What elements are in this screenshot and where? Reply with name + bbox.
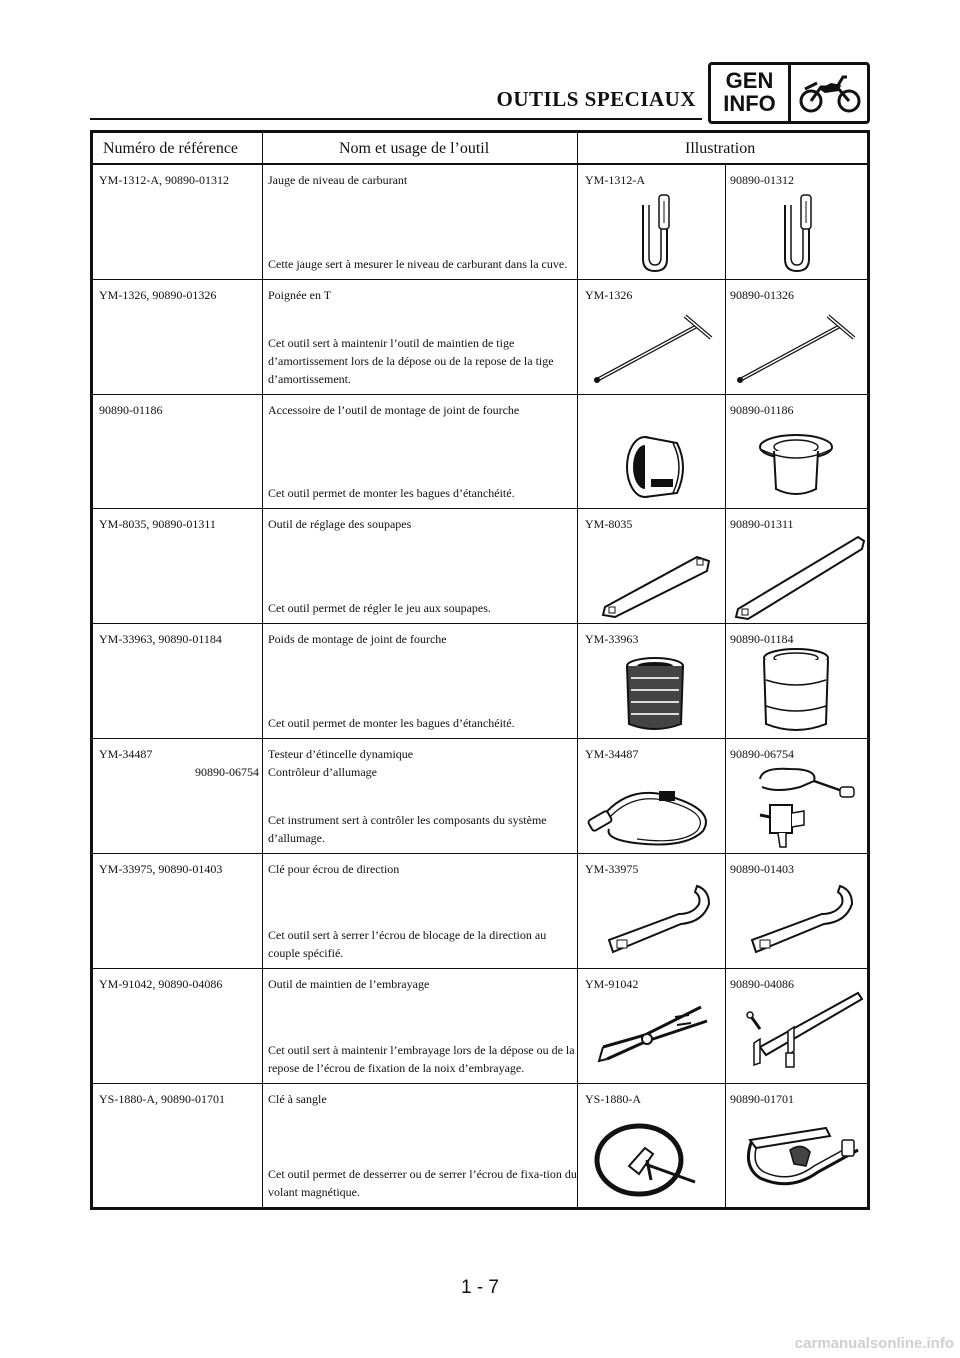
tool-usage: Cet outil sert à maintenir l’embrayage lors de la dépose ou de la repose de l’écrou de fixation de la noix d’embrayage. — [268, 1043, 575, 1075]
reference-number-primary: YM-34487 — [99, 747, 153, 761]
col-header-name: Nom et usage de l’outil — [339, 140, 490, 157]
strap-wrench-icon — [585, 1110, 725, 1204]
reference-number: YM-33975, 90890-01403 — [99, 862, 223, 876]
tool-name: Clé pour écrou de direction — [268, 862, 400, 876]
tool-usage: Cet outil permet de régler le jeu aux soupapes. — [268, 601, 491, 615]
reference-number-secondary: 90890-06754 — [195, 765, 259, 779]
reference-number: YM-91042, 90890-04086 — [99, 977, 223, 991]
fuel-level-gauge-icon — [585, 191, 725, 277]
steering-nut-wrench-icon — [585, 880, 725, 966]
steering-nut-wrench-icon — [730, 880, 867, 966]
tool-usage: Cet outil permet de desserrer ou de serrer l’écrou de fixa-tion du volant magnétique. — [268, 1167, 577, 1199]
clutch-holding-pliers-icon — [585, 995, 725, 1081]
illustration-label: 90890-01312 — [730, 173, 794, 187]
table-row — [93, 394, 867, 508]
reference-number — [99, 745, 259, 781]
col-header-reference: Numéro de référence — [103, 140, 239, 157]
tool-name-primary: Testeur d’étincelle dynamique — [268, 747, 414, 761]
badge-line-info: INFO — [723, 91, 776, 116]
reference-number: YM-1312-A, 90890-01312 — [99, 173, 229, 187]
illustration-label: 90890-01403 — [730, 862, 794, 876]
tool-usage: Cet outil permet de monter les bagues d’étanchéité. — [268, 486, 515, 500]
special-tools-table — [90, 130, 870, 1210]
ignition-checker-icon — [730, 759, 867, 851]
illustration-label: YM-1326 — [585, 288, 633, 302]
sheave-holder-icon — [730, 1110, 867, 1204]
tool-name — [268, 745, 573, 781]
illustration-label: YM-8035 — [585, 517, 633, 531]
illustration-label: 90890-06754 — [730, 747, 794, 761]
illustration-label: 90890-01701 — [730, 1092, 794, 1106]
clutch-holding-tool-icon — [730, 989, 867, 1081]
badge-label — [711, 65, 791, 121]
illustration-label: 90890-01311 — [730, 517, 794, 531]
illustration-label: YM-33963 — [585, 632, 639, 646]
reference-number: YM-33963, 90890-01184 — [99, 632, 222, 646]
illustration-label: 90890-01326 — [730, 288, 794, 302]
motorcycle-icon — [797, 71, 863, 115]
tool-name: Accessoire de l’outil de montage de joint de fourche — [268, 403, 520, 417]
fork-seal-attachment-icon — [730, 423, 867, 507]
illustration-label: YM-91042 — [585, 977, 639, 991]
tool-name: Outil de réglage des soupapes — [268, 517, 412, 531]
tool-name-secondary: Contrôleur d’allumage — [268, 765, 377, 779]
page-number: 1 - 7 — [460, 1277, 500, 1298]
reference-number: YS-1880-A, 90890-01701 — [99, 1092, 225, 1106]
table-row — [93, 623, 867, 738]
tool-name: Outil de maintien de l’embrayage — [268, 977, 430, 991]
reference-number: YM-1326, 90890-01326 — [99, 288, 217, 302]
table-row — [93, 165, 867, 279]
table-header — [93, 133, 867, 165]
tool-usage: Cette jauge sert à mesurer le niveau de carburant dans la cuve. — [268, 257, 568, 271]
col-header-illustration: Illustration — [685, 140, 756, 157]
fuel-level-gauge-icon — [730, 191, 867, 277]
table-row — [93, 1083, 867, 1207]
tool-name: Poignée en T — [268, 288, 332, 302]
header-rule — [90, 118, 702, 120]
t-handle-icon — [585, 308, 725, 392]
tool-name: Jauge de niveau de carburant — [268, 173, 408, 187]
illustration-label: YS-1880-A — [585, 1092, 641, 1106]
illustration-label: 90890-01186 — [730, 403, 794, 417]
tool-name: Clé à sangle — [268, 1092, 327, 1106]
valve-adjusting-tool-icon — [730, 529, 867, 621]
table-row — [93, 968, 867, 1083]
tool-usage: Cet outil sert à serrer l’écrou de blocage de la direction au couple spécifié. — [268, 928, 547, 960]
page-header — [90, 62, 870, 124]
table-row — [93, 853, 867, 968]
illustration-label: YM-33975 — [585, 862, 639, 876]
reference-number: YM-8035, 90890-01311 — [99, 517, 216, 531]
illustration-label: 90890-04086 — [730, 977, 794, 991]
tool-usage: Cet outil sert à maintenir l’outil de maintien de tige d’amortissement lors de la dépose ou de la repose de la tige d’amortissement. — [268, 336, 554, 386]
t-handle-icon — [730, 308, 867, 392]
watermark: carmanualsonline.info — [794, 1335, 954, 1352]
tool-usage: Cet outil permet de monter les bagues d’étanchéité. — [268, 716, 515, 730]
illustration-label: YM-34487 — [585, 747, 639, 761]
table-row — [93, 738, 867, 853]
tool-name: Poids de montage de joint de fourche — [268, 632, 447, 646]
fork-seal-weight-icon — [585, 650, 725, 736]
page-title: OUTILS SPECIAUX — [496, 87, 696, 111]
fork-seal-attachment-icon — [585, 423, 725, 507]
table-row — [93, 279, 867, 394]
fork-seal-weight-icon — [730, 644, 867, 736]
illustration-label: YM-1312-A — [585, 173, 645, 187]
illustration-label: 90890-01184 — [730, 632, 794, 646]
valve-adjusting-tool-icon — [585, 535, 725, 621]
table-row — [93, 508, 867, 623]
tool-usage: Cet instrument sert à contrôler les composants du système d’allumage. — [268, 813, 547, 845]
section-badge — [708, 62, 870, 124]
reference-number: 90890-01186 — [99, 403, 163, 417]
badge-line-gen: GEN — [725, 68, 774, 93]
spark-tester-icon — [585, 765, 725, 851]
